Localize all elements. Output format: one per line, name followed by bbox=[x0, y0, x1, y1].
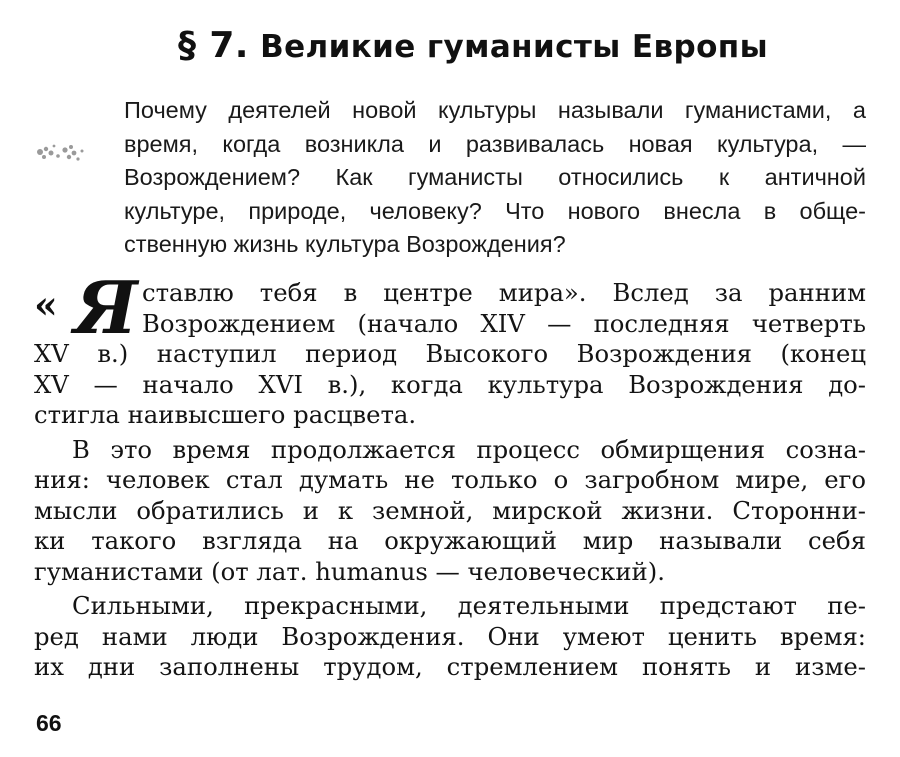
question-line: Возрождением? Как гуманисты относились к античной bbox=[124, 164, 866, 190]
page-number: 66 bbox=[36, 710, 62, 736]
chapter-title bbox=[178, 24, 768, 69]
question-line: Почему деятелей новой культуры называли гуманистами, а bbox=[124, 97, 866, 123]
chapter-questions bbox=[124, 94, 866, 262]
paragraph-1 bbox=[34, 278, 866, 431]
body-text bbox=[34, 278, 866, 683]
text-line: стигла наивысшего расцвета. bbox=[34, 400, 417, 429]
text-line: Возрождением (начало XIV — последняя четверть bbox=[142, 308, 866, 338]
text-line: ставлю тебя в центре мира». Вслед за ранним bbox=[142, 278, 866, 307]
text-line: XV — начало XVI в.), когда культура Возрождения до- bbox=[34, 369, 866, 399]
text-line: их дни заполнены трудом, стремлением понять и изме- bbox=[34, 652, 866, 681]
text-line: Сильными, прекрасными, деятельными предстают пе- bbox=[72, 591, 866, 620]
text-line: ки такого взгляда на окружающий мир называли себя bbox=[34, 526, 866, 555]
dropcap-quote: « bbox=[34, 282, 58, 327]
text-line: мысли обратились и к земной, мирской жизни. Сторонни- bbox=[34, 495, 866, 525]
text-line: ред нами люди Возрождения. Они умеют ценить время: bbox=[34, 621, 866, 651]
question-line: время, когда возникла и развивалась новая культура, — bbox=[124, 130, 866, 157]
dropcap-letter: Я bbox=[74, 265, 138, 350]
question-line: ственную жизнь культура Возрождения? bbox=[124, 231, 566, 257]
section-title: Великие гуманисты Европы bbox=[260, 29, 769, 65]
section-number: § 7. bbox=[178, 25, 249, 66]
question-mark-icon bbox=[32, 138, 96, 168]
text-line: XV в.) наступил период Высокого Возрождения (конец bbox=[34, 339, 866, 368]
text-line: гуманистами (от лат. humanus — человеческий). bbox=[34, 556, 665, 586]
text-line: ния: человек стал думать не только о загробном мире, его bbox=[34, 465, 866, 494]
paragraph-3 bbox=[34, 591, 866, 683]
text-line: В это время продолжается процесс обмирщения созна- bbox=[72, 434, 866, 464]
paragraph-2 bbox=[34, 435, 866, 588]
question-line: культуре, природе, человеку? Что нового внесла в обще- bbox=[124, 197, 866, 224]
